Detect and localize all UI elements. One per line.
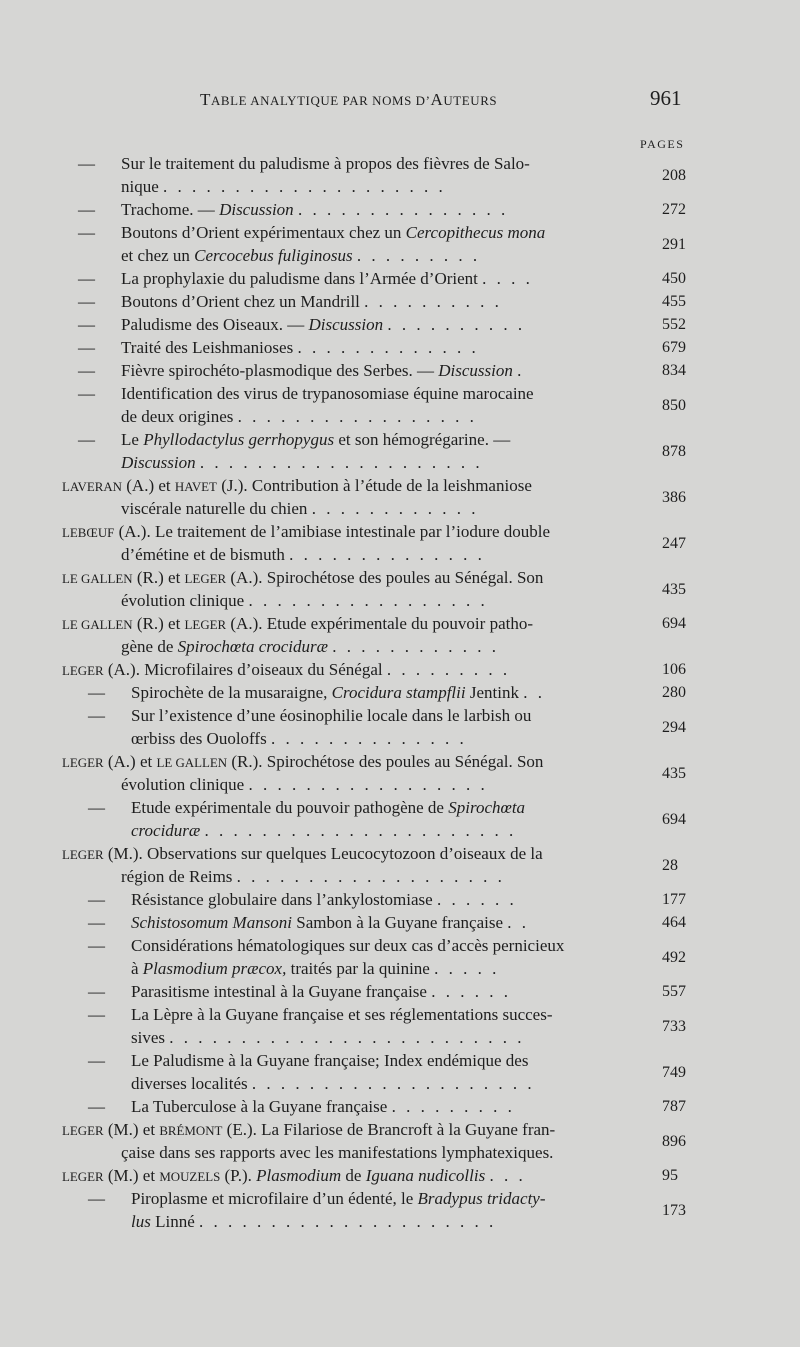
entry-line (131, 1072, 641, 1095)
page-ref: 435 (662, 581, 686, 598)
author-entry (0, 842, 800, 888)
author-entry (0, 612, 800, 658)
entry-italic-part: Discussion (219, 200, 294, 219)
entry-italic-part: Discussion (308, 315, 384, 334)
author-index (0, 152, 800, 1233)
entry-text (121, 152, 631, 198)
entry-italic-part: Spirochœta crociduræ (177, 637, 328, 656)
entry-line (62, 589, 642, 612)
entry-text (131, 1049, 641, 1095)
entry-line (121, 336, 631, 359)
entry-line: Le Paludisme à la Guyane française; Index endémique des (131, 1051, 529, 1070)
dot-leader: . . . . . . . . . . (364, 292, 502, 311)
entry-line (121, 428, 631, 451)
author-name: LEBŒUF (62, 525, 115, 540)
entry-line (131, 681, 641, 704)
entry-text-part: d’émétine et de bismuth (121, 545, 285, 564)
entry-line (121, 221, 631, 244)
entry-text-part: évolution clinique (121, 591, 245, 610)
page-ref: 694 (662, 615, 686, 632)
author-entry (0, 520, 800, 566)
entry-italic-part: Iguana nudicollis (365, 1166, 486, 1185)
entry-text (131, 704, 641, 750)
entry-text (131, 1095, 641, 1118)
entry-text-part: La prophylaxie du paludisme dans l’Armée d’Orient (121, 269, 478, 288)
author-name: LEGER (62, 847, 104, 862)
dot-leader: . . (523, 683, 545, 702)
author-initials: (A.). (114, 522, 151, 541)
entry-text-part: de (341, 1166, 366, 1185)
index-entry (0, 1187, 800, 1233)
dot-leader: . . . . . . . . . . . . . (297, 338, 479, 357)
entry-line (131, 911, 641, 934)
entry-line (62, 474, 642, 497)
index-entry (0, 1095, 800, 1118)
continuation-dash: — (78, 384, 95, 403)
dot-leader: . . . . . . . . . . . . . . . (297, 200, 509, 219)
index-entry (0, 313, 800, 336)
entry-italic-part: lus (131, 1212, 151, 1231)
entry-text-part: nique (121, 177, 159, 196)
page-ref: 280 (662, 684, 686, 701)
entry-line (62, 865, 642, 888)
running-title-text: UTEURS (443, 93, 498, 108)
entry-text-part: œrbiss des Ouoloffs (131, 729, 267, 748)
dot-leader: . . (507, 913, 530, 932)
author-name: HAVET (174, 479, 217, 494)
entry-text (131, 1187, 641, 1233)
index-entry (0, 1003, 800, 1049)
entry-text-part: Résistance globulaire dans l’ankylostomiase (131, 890, 433, 909)
entry-text-part: La Filariose de Brancroft à la Guyane fran- (256, 1120, 556, 1139)
entry-text (131, 980, 641, 1003)
entry-text-part: Piroplasme et microfilaire d’un édenté, le (131, 1189, 418, 1208)
entry-line: Sur le traitement du paludisme à propos des fièvres de Salo- (121, 154, 530, 173)
page-ref: 834 (662, 362, 686, 379)
continuation-dash: — (88, 936, 105, 955)
author-entry (0, 1118, 800, 1164)
entry-text-part: Boutons d’Orient chez un Mandrill (121, 292, 360, 311)
entry-italic-part: Discussion (438, 361, 513, 380)
author-entry (0, 566, 800, 612)
dot-leader: . . . . . . (431, 982, 511, 1001)
entry-text-part: Etude expérimentale du pouvoir pathogène de (131, 798, 449, 817)
entry-text (62, 520, 642, 566)
entry-text (62, 842, 642, 888)
entry-text (121, 336, 631, 359)
page-ref: 464 (662, 914, 686, 931)
running-title-text: ABLE ANALYTIQUE PAR NOMS D’ (210, 93, 431, 108)
entry-text-part: Contribution à l’étude de la leishmaniose (247, 476, 532, 495)
entry-line (121, 451, 631, 474)
entry-line (131, 796, 641, 819)
page-ref: 95 (662, 1167, 678, 1184)
page-number: 961 (650, 86, 682, 110)
entry-italic-part: Discussion (121, 453, 196, 472)
continuation-dash: — (78, 154, 95, 173)
entry-text-part: Spirochétose des poules au Sénégal. Son (262, 752, 544, 771)
dot-leader: . . . . . . . . . . . . . . . . . . . . . . (204, 821, 517, 840)
index-entry (0, 336, 800, 359)
continuation-dash: — (88, 913, 105, 932)
dot-leader: . . . . . . . . . . (387, 315, 526, 334)
page-ref: 552 (662, 316, 686, 333)
index-entry (0, 428, 800, 474)
index-entry (0, 221, 800, 267)
entry-italic-part: Cercopithecus mona (405, 223, 546, 242)
index-entry (0, 152, 800, 198)
running-title-cap: T (200, 90, 211, 109)
author-initials: (E.). (222, 1120, 257, 1139)
index-entry (0, 911, 800, 934)
page-ref: 435 (662, 765, 686, 782)
index-entry (0, 704, 800, 750)
entry-italic-part: Phyllodactylus gerrhopygus (143, 430, 335, 449)
entry-line (62, 612, 642, 635)
entry-text (62, 1164, 642, 1187)
page-ref: 177 (662, 891, 686, 908)
entry-text-part: Le (121, 430, 144, 449)
entry-line (62, 750, 642, 773)
entry-line (131, 1026, 641, 1049)
page-ref: 749 (662, 1064, 686, 1081)
entry-text (62, 1118, 642, 1164)
entry-italic-part: Schistosomum Mansoni (131, 913, 293, 932)
index-entry (0, 980, 800, 1003)
entry-line (62, 1118, 642, 1141)
entry-text-part: région de Reims (121, 867, 233, 886)
running-title (200, 90, 497, 110)
entry-line (62, 520, 642, 543)
entry-text-part: évolution clinique (121, 775, 245, 794)
entry-line (121, 313, 631, 336)
continuation-dash: — (78, 338, 95, 357)
author-initials: (P.). (220, 1166, 252, 1185)
dot-leader: . . . . . . . . . (391, 1097, 515, 1116)
entry-text (121, 221, 631, 267)
continuation-dash: — (88, 1097, 105, 1116)
author-initials: (J.). (216, 476, 248, 495)
author-name: LE GALLEN (62, 617, 133, 632)
entry-line (121, 359, 631, 382)
continuation-dash: — (78, 315, 95, 334)
entry-line (62, 497, 642, 520)
dot-leader: . . . . . . . . . . . . . . . . . . . . . (199, 1212, 497, 1231)
page-ref: 492 (662, 949, 686, 966)
page-ref: 208 (662, 167, 686, 184)
author-initials: (A.). (226, 568, 263, 587)
dot-leader: . . . . . . . . . . . . . . . . . (248, 591, 488, 610)
continuation-dash: — (78, 200, 95, 219)
entry-text (62, 612, 642, 658)
entry-text (62, 750, 642, 796)
running-title-cap: A (430, 90, 444, 109)
author-name: LEGER (62, 1169, 104, 1184)
entry-text-part: et chez un (121, 246, 195, 265)
author-name: LEGER (184, 617, 227, 632)
entry-text (121, 313, 631, 336)
entry-text-part: Traité des Leishmanioses (121, 338, 294, 357)
page-ref: 694 (662, 811, 686, 828)
page-ref: 291 (662, 236, 686, 253)
dot-leader: . . . (489, 1166, 526, 1185)
entry-text-part: Jentink (465, 683, 519, 702)
entry-text-part: traités par la quinine (286, 959, 430, 978)
index-entry (0, 934, 800, 980)
page-ref: 247 (662, 535, 686, 552)
author-initials: (A.) et (103, 752, 157, 771)
author-initials: (A.) et (122, 476, 175, 495)
entry-italic-part: Crocidura stampflii (331, 683, 466, 702)
entry-line (131, 819, 641, 842)
author-name: LAVERAN (62, 479, 122, 494)
index-entry (0, 681, 800, 704)
entry-text-part: Boutons d’Orient expérimentaux chez un (121, 223, 406, 242)
entry-text (62, 658, 642, 681)
entry-text-part: gène de (121, 637, 178, 656)
dot-leader: . . . . (482, 269, 533, 288)
page-ref: 386 (662, 489, 686, 506)
entry-line: Identification des virus de trypanosomiase équine marocaine (121, 384, 534, 403)
entry-text (121, 267, 631, 290)
entry-line (121, 244, 631, 267)
entry-line (62, 635, 642, 658)
index-entry (0, 198, 800, 221)
entry-line (62, 566, 642, 589)
continuation-dash: — (88, 1051, 105, 1070)
entry-text (131, 934, 641, 980)
author-initials: (M.). (103, 844, 143, 863)
entry-line (62, 543, 642, 566)
entry-text-part: Spirochétose des poules au Sénégal. Son (262, 568, 544, 587)
entry-text-part: La Tuberculose à la Guyane française (131, 1097, 388, 1116)
dot-leader: . . . . . . . . . . . . . . . . . (237, 407, 477, 426)
dot-leader: . . . . . . . . . (386, 660, 511, 679)
dot-leader: . . . . . . . . . . . . (311, 499, 479, 518)
entry-line (121, 267, 631, 290)
entry-text (131, 911, 641, 934)
continuation-dash: — (78, 292, 95, 311)
entry-text-part: Spirochète de la musaraigne, (131, 683, 332, 702)
author-name: LE GALLEN (62, 571, 133, 586)
entry-text-part: Fièvre spirochéto-plasmodique des Serbes. — (121, 361, 439, 380)
entry-text-part: viscérale naturelle du chien (121, 499, 308, 518)
author-initials: (R.) et (132, 568, 185, 587)
page-ref: 106 (662, 661, 686, 678)
dot-leader: . . . . . . . . . . . . . . (289, 545, 485, 564)
entry-text (131, 796, 641, 842)
author-entry (0, 1164, 800, 1187)
running-header (0, 86, 800, 112)
entry-line (131, 727, 641, 750)
entry-text-part: et son hémogrégarine. — (334, 430, 511, 449)
page-ref: 850 (662, 397, 686, 414)
entry-line (121, 290, 631, 313)
entry-line (131, 1095, 641, 1118)
author-name: LEGER (184, 571, 227, 586)
page-ref: 450 (662, 270, 686, 287)
author-initials: (A.). (103, 660, 140, 679)
entry-italic-part: Spirochœta (448, 798, 526, 817)
entry-text-part: Microfilaires d’oiseaux du Sénégal (139, 660, 383, 679)
index-entry (0, 888, 800, 911)
continuation-dash: — (88, 982, 105, 1001)
entry-line (62, 1164, 642, 1187)
entry-line (121, 175, 631, 198)
index-entry (0, 267, 800, 290)
author-name: LEGER (62, 663, 104, 678)
page-ref: 896 (662, 1133, 686, 1150)
dot-leader: . . . . . (434, 959, 500, 978)
dot-leader: . . . . . . . . . (356, 246, 481, 265)
continuation-dash: — (88, 683, 105, 702)
entry-line (62, 773, 642, 796)
entry-italic-part: Cercocebus fuliginosus (194, 246, 353, 265)
pages-column-label: PAGES (640, 137, 685, 151)
author-entry (0, 474, 800, 520)
entry-text (131, 888, 641, 911)
continuation-dash: — (88, 890, 105, 909)
author-initials: (A.). (226, 614, 263, 633)
entry-line (62, 658, 642, 681)
continuation-dash: — (88, 798, 105, 817)
author-entry (0, 750, 800, 796)
entry-text (131, 681, 641, 704)
entry-text (121, 290, 631, 313)
entry-text-part: Observations sur quelques Leucocytozoon d’oiseaux de la (142, 844, 543, 863)
entry-italic-part: Bradypus tridacty- (417, 1189, 546, 1208)
author-name: BRÉMONT (159, 1123, 223, 1138)
dot-leader: . . . . . . . . . . . . . . . . . (248, 775, 488, 794)
entry-text-part: de deux origines (121, 407, 234, 426)
continuation-dash: — (88, 1189, 105, 1208)
dot-leader: . . . . . . . . . . . . . . . . . . . (236, 867, 505, 886)
dot-leader: . . . . . . . . . . . . . . . . . . . . . . . . . (169, 1028, 525, 1047)
page-ref: 557 (662, 983, 686, 1000)
continuation-dash: — (78, 430, 95, 449)
entry-text (62, 566, 642, 612)
entry-italic-part: crociduræ (131, 821, 201, 840)
dot-leader: . (517, 361, 525, 380)
entry-text-part: diverses localités (131, 1074, 248, 1093)
entry-line (131, 980, 641, 1003)
entry-text-part: à (131, 959, 143, 978)
entry-text-part: sives (131, 1028, 165, 1047)
entry-line (131, 1187, 641, 1210)
entry-text (121, 382, 631, 428)
entry-italic-part: Plasmodium præcox, (142, 959, 287, 978)
author-name: LE GALLEN (156, 755, 228, 770)
entry-text-part: Parasitisme intestinal à la Guyane française (131, 982, 427, 1001)
entry-line (131, 888, 641, 911)
page-ref: 679 (662, 339, 686, 356)
entry-text-part: Paludisme des Oiseaux. — (121, 315, 309, 334)
entry-line (121, 405, 631, 428)
dot-leader: . . . . . . . . . . . . . . (270, 729, 467, 748)
entry-text (121, 428, 631, 474)
author-initials: (R.) et (132, 614, 185, 633)
continuation-dash: — (78, 223, 95, 242)
entry-text (121, 359, 631, 382)
entry-text (121, 198, 631, 221)
entry-text-part: Etude expérimentale du pouvoir patho- (262, 614, 533, 633)
author-name: LEGER (62, 1123, 104, 1138)
continuation-dash: — (78, 361, 95, 380)
entry-italic-part: Plasmodium (256, 1166, 342, 1185)
dot-leader: . . . . . . . . . . . . . . . . . . . . (251, 1074, 535, 1093)
entry-text-part: Le traitement de l’amibiase intestinale par l’iodure double (150, 522, 551, 541)
continuation-dash: — (88, 1005, 105, 1024)
entry-line (62, 1141, 642, 1164)
index-entry (0, 1049, 800, 1095)
dot-leader: . . . . . . . . . . . . (332, 637, 499, 656)
continuation-dash: — (78, 269, 95, 288)
index-entry (0, 796, 800, 842)
dot-leader: . . . . . . . . . . . . . . . . . . . . (163, 177, 446, 196)
page-ref: 272 (662, 201, 686, 218)
entry-line (62, 842, 642, 865)
author-name: LEGER (62, 755, 104, 770)
entry-line (131, 957, 641, 980)
entry-text (62, 474, 642, 520)
entry-text-part: Sambon à la Guyane française (292, 913, 504, 932)
entry-text-part: çaise dans ses rapports avec les manifestations lymphatexiques. (121, 1143, 554, 1162)
author-name: MOUZELS (159, 1169, 221, 1184)
page-ref: 28 (662, 857, 678, 874)
author-initials: (M.) et (103, 1120, 160, 1139)
page-ref: 455 (662, 293, 686, 310)
index-entry (0, 359, 800, 382)
author-entry (0, 658, 800, 681)
entry-text-part: Linné (150, 1212, 195, 1231)
page-ref: 733 (662, 1018, 686, 1035)
author-initials: (R.). (227, 752, 263, 771)
index-entry (0, 290, 800, 313)
entry-line: La Lèpre à la Guyane française et ses réglementations succes- (131, 1005, 553, 1024)
page-ref: 878 (662, 443, 686, 460)
entry-text (131, 1003, 641, 1049)
page-ref: 787 (662, 1098, 686, 1115)
dot-leader: . . . . . . . . . . . . . . . . . . . . (199, 453, 483, 472)
entry-line (131, 1210, 641, 1233)
entry-line (121, 198, 631, 221)
entry-text-part: Trachome. — (121, 200, 220, 219)
entry-line: Considérations hématologiques sur deux cas d’accès pernicieux (131, 936, 565, 955)
continuation-dash: — (88, 706, 105, 725)
index-entry (0, 382, 800, 428)
author-initials: (M.) et (103, 1166, 160, 1185)
page-ref: 294 (662, 719, 686, 736)
page-ref: 173 (662, 1202, 686, 1219)
entry-line: Sur l’existence d’une éosinophilie locale dans le larbish ou (131, 706, 532, 725)
dot-leader: . . . . . . (436, 890, 517, 909)
